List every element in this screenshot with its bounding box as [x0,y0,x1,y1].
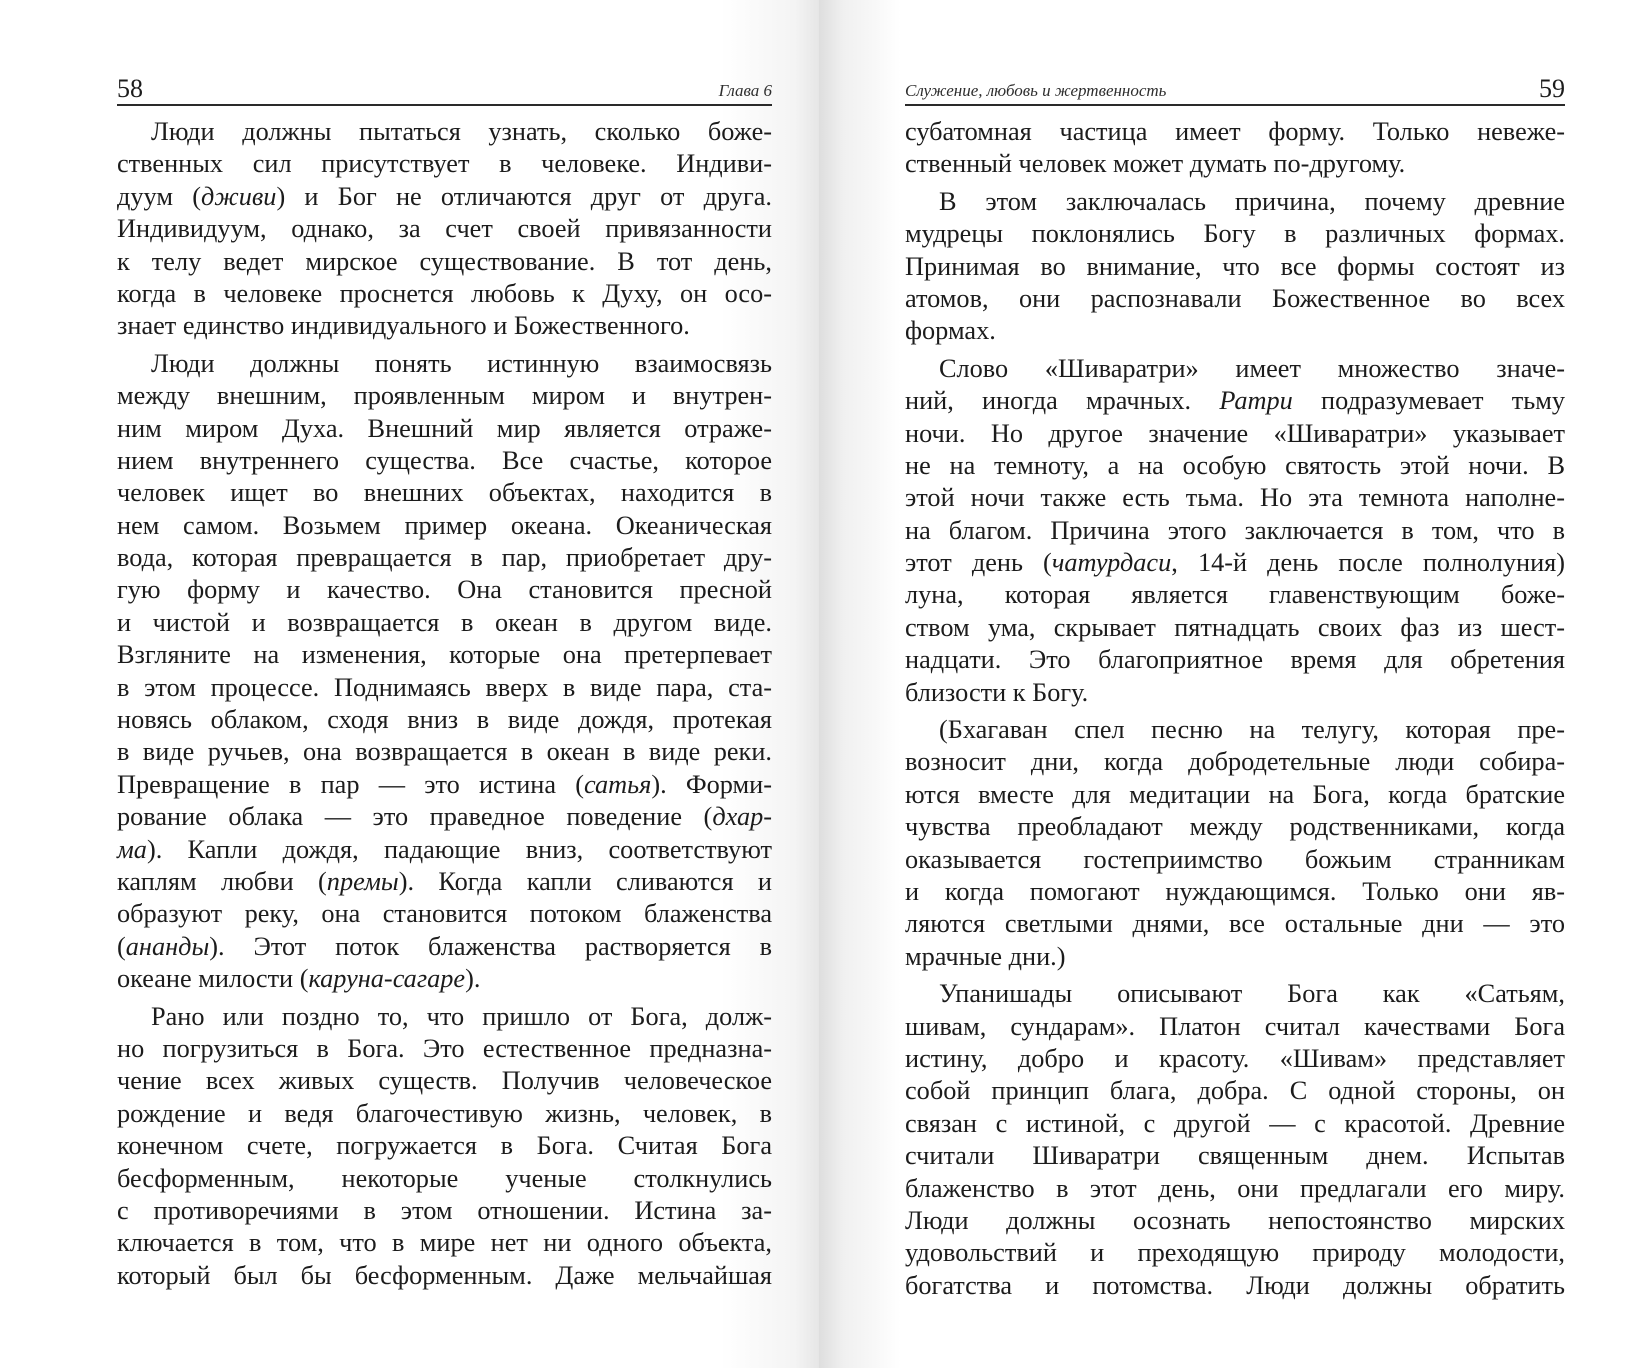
left-page-body [117,116,772,1292]
text-line: шивам, сундарам». Платон считал качествами Бога [905,1011,1565,1041]
text-line: ством ума, скрывает пятнадцать своих фаз из шест- [905,612,1565,642]
text-line: атомов, они распознавали Божественное во всех [905,283,1565,313]
text-line: богатства и потомства. Люди должны обратить [905,1270,1565,1300]
text-line: Взгляните на изменения, которые она претерпевает [117,640,772,670]
text-line: удовольствий и преходящую природу молодости, [905,1238,1565,1268]
text-line: дуум (дживи) и Бог не отличаются друг от друга. [117,181,772,211]
text-line: мудрецы поклонялись Богу в различных формах. [905,219,1565,249]
text-line: бесформенным, некоторые ученые столкнулись [117,1163,772,1193]
text-line: (ананды). Этот поток блаженства растворяется в [117,931,772,961]
text-line: между внешним, проявленным миром и внутрен- [117,381,772,411]
text-line: чувства преобладают между родственниками, когда [905,812,1565,842]
text-line: мрачные дни.) [905,941,1066,971]
text-line: Слово «Шиваратри» имеет множество значе- [939,353,1565,383]
text-line: истину, добро и красоту. «Шивам» представляет [905,1043,1565,1073]
text-line: и чистой и возвращается в океан в другом виде. [117,607,772,637]
right-running-head [905,72,1565,106]
text-line: связан с истиной, с другой — с красотой. Древние [905,1108,1565,1138]
text-line: чение всех живых существ. Получив человеческое [117,1066,772,1096]
text-line: собой принцип блага, добра. С одной стороны, он [905,1076,1565,1106]
text-line: формах. [905,316,996,346]
text-line: вода, которая превращается в пар, приобретает дру- [117,543,772,573]
text-line: в виде ручьев, она возвращается в океан в виде реки. [117,737,772,767]
text-line: нием внутреннего существа. Все счастье, которое [117,445,772,475]
text-line: этой ночи также есть тьма. Но эта темнота наполне- [905,483,1565,513]
text-line: нем самом. Возьмем пример океана. Океаническая [117,510,772,540]
text-line: образуют реку, она становится потоком блаженства [117,899,772,929]
text-line: Превращение в пар — это истина (сатья). Форми- [117,769,772,799]
text-line: оказывается гостеприимство божьим странникам [905,844,1565,874]
right-page [819,0,1638,1368]
text-line: каплям любви (премы). Когда капли сливаются и [117,866,772,896]
text-line: этот день (чатурдаси, 14-й день после полнолуния) [905,548,1566,578]
text-line: надцати. Это благоприятное время для обретения [905,645,1565,675]
text-line: ний, иногда мрачных. Ратри подразумевает тьму [905,386,1565,416]
text-line: к телу ведет мирское существование. В тот день, [117,246,772,276]
text-line: ственный человек может думать по-другому. [905,149,1406,179]
text-line: ма). Капли дождя, падающие вниз, соответствуют [117,834,772,864]
chapter-title: Глава 6 [718,81,772,100]
text-line: когда в человеке проснется любовь к Духу, он осо- [117,278,772,308]
text-line: Упанишады описывают Бога как «Сатьям, [939,979,1565,1009]
text-line: но погрузиться в Бога. Это естественное предназна- [117,1033,772,1063]
text-line: знает единство индивидуального и Божественного. [117,311,690,341]
text-line: ляются светлыми днями, все остальные дни — это [905,909,1565,939]
right-page-body [905,116,1565,1302]
text-line: не на темноту, а на особую святость этой ночи. В [905,450,1565,480]
text-line: (Бхагаван спел песню на телугу, которая пре- [939,715,1565,745]
text-line: океане милости (каруна-сагаре). [117,964,481,994]
text-line: Индивидуум, однако, за счет своей привязанности [117,214,772,244]
text-line: блаженство в этот день, они предлагали его миру. [905,1173,1565,1203]
section-title: Служение, любовь и жертвенность [905,81,1167,100]
text-line: рождение и ведя благочестивую жизнь, человек, в [117,1098,772,1128]
text-line: новясь облаком, сходя вниз в виде дождя, протекая [117,705,772,735]
text-line: человек ищет во внешних объектах, находится в [117,478,772,508]
text-line: в этом процессе. Поднимаясь вверх в виде пара, ста- [117,672,772,702]
text-line: субатомная частица имеет форму. Только невеже- [905,117,1565,146]
text-line: считали Шиваратри священным днем. Испытав [905,1141,1565,1171]
text-line: на благом. Причина этого заключается в том, что в [905,515,1565,545]
text-line: и когда помогают нуждающимся. Только они яв- [905,876,1565,906]
text-line: близости к Богу. [905,677,1089,707]
text-line: с противоречиями в этом отношении. Истина за- [117,1195,772,1225]
text-line: ночи. Но другое значение «Шиваратри» указывает [905,418,1565,448]
text-line: В этом заключалась причина, почему древние [939,186,1565,216]
text-line: ются вместе для медитации на Бога, когда братские [905,779,1565,809]
text-line: который был бы бесформенным. Даже мельчайшая [117,1260,772,1290]
text-line: Рано или поздно то, что пришло от Бога, долж- [151,1001,772,1031]
text-line: Люди должны понять истинную взаимосвязь [151,348,772,378]
text-line: ним миром Духа. Внешний мир является отраже- [117,413,772,443]
page-number-right: 59 [1539,74,1565,103]
text-line: ственных сил присутствует в человеке. Индиви- [117,149,772,179]
text-line: Принимая во внимание, что все формы состоят из [905,251,1565,281]
text-line: Люди должны пытаться узнать, сколько боже- [151,117,772,146]
text-line: ключается в том, что в мире нет ни одного объекта, [117,1228,772,1258]
text-line: луна, которая является главенствующим боже- [905,580,1565,610]
text-line: конечном счете, погружается в Бога. Считая Бога [117,1131,772,1161]
text-line: возносит дни, когда добродетельные люди собира- [905,747,1565,777]
left-running-head [117,72,772,106]
text-line: гую форму и качество. Она становится пресной [117,575,772,605]
text-line: Люди должны осознать непостоянство мирских [905,1205,1565,1235]
text-line: рование облака — это праведное поведение (дхар- [117,802,772,832]
page-number-left: 58 [117,74,143,103]
